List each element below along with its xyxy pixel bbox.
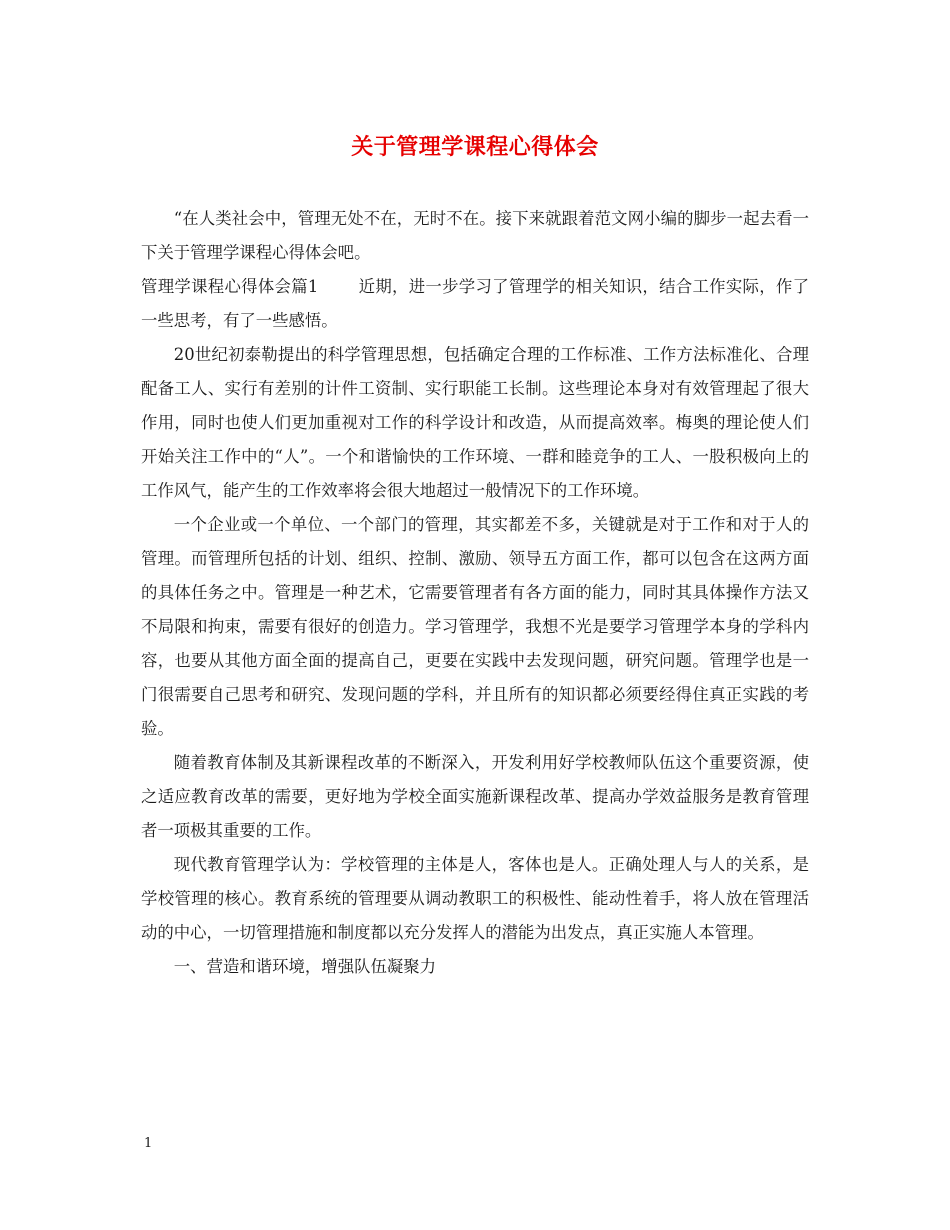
body-paragraph-3: 随着教育体制及其新课程改革的不断深入，开发利用好学校教师队伍这个重要资源，使之适应教育改革的需要，更好地为学校全面实施新课程改革、提高办学效益服务是教育管理者一项极其重要的工作。	[141, 753, 809, 840]
document-body	[141, 202, 809, 984]
section-heading: 管理学课程心得体会篇1	[141, 277, 319, 296]
section-first-text: 近期，进一步学习了管理学的相关知识，结合工作实际，作了一些思考，有了一些感悟。	[141, 277, 809, 330]
body-paragraph-4: 现代教育管理学认为：学校管理的主体是人，客体也是人。正确处理人与人的关系，是学校管理的核心。教育系统的管理要从调动教职工的积极性、能动性着手，将人放在管理活动的中心，一切管理措施和制度都以充分发挥人的潜能为出发点，真正实施人本管理。	[141, 855, 809, 942]
page-number: 1	[144, 1136, 153, 1151]
section-paragraph	[141, 270, 809, 338]
document-title: 关于管理学课程心得体会	[351, 134, 599, 160]
body-paragraph-2: 一个企业或一个单位、一个部门的管理，其实都差不多，关键就是对于工作和对于人的管理。而管理所包括的计划、组织、控制、激励、领导五方面工作，都可以包含在这两方面的具体任务之中。管理是一种艺术，它需要管理者有各方面的能力，同时其具体操作方法又不局限和拘束，需要有很好的创造力。学习管理学，我想不光是要学习管理学本身的学科内容，也要从其他方面全面的提高自己，更要在实践中去发现问题，研究问题。管理学也是一门很需要自己思考和研究、发现问题的学科，并且所有的知识都必须要经得住真正实践的考验。	[141, 515, 809, 738]
intro-paragraph: “在人类社会中，管理无处不在，无时不在。接下来就跟着范文网小编的脚步一起去看一下关于管理学课程心得体会吧。	[141, 209, 809, 262]
body-paragraph-1: 20世纪初泰勒提出的科学管理思想，包括确定合理的工作标准、工作方法标准化、合理配备工人、实行有差别的计件工资制、实行职能工长制。这些理论本身对有效管理起了很大作用，同时也使人们更加重视对工作的科学设计和改造，从而提高效率。梅奥的理论使人们开始关注工作中的“人”。一个和谐愉快的工作环境、一群和睦竞争的工人、一股积极向上的工作风气，能产生的工作效率将会很大地超过一般情况下的工作环境。	[141, 345, 809, 500]
subheading-paragraph: 一、营造和谐环境，增强队伍凝聚力	[173, 957, 437, 976]
